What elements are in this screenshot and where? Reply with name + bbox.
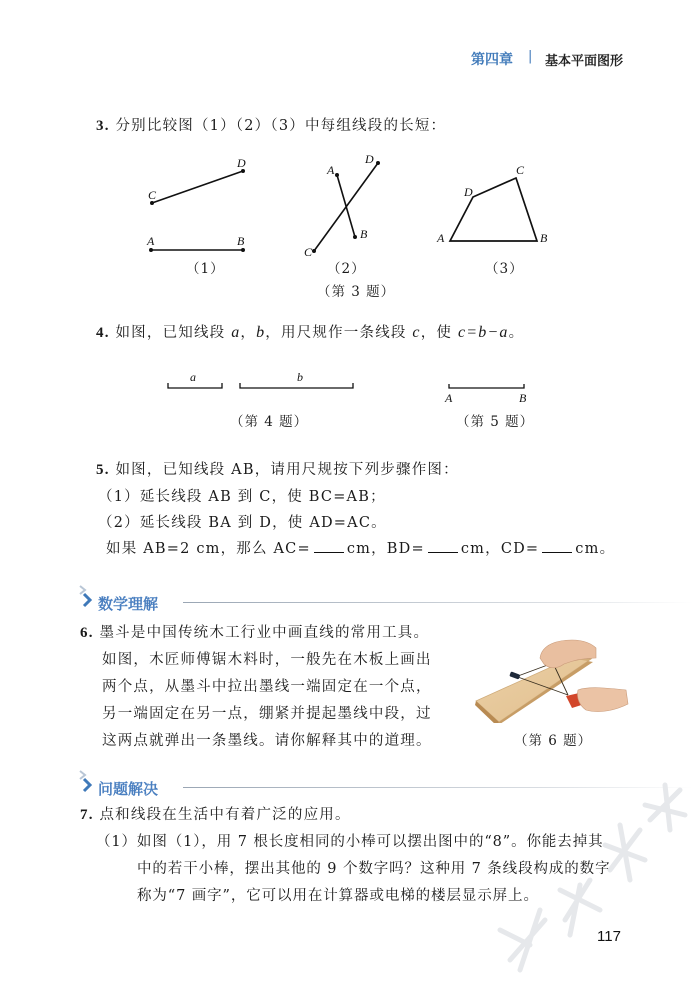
section-header-solving <box>78 770 696 800</box>
problem-text: 如图，已知线段 AB，请用尺规按下列步骤作图： <box>115 462 459 478</box>
punct: 。 <box>508 325 525 341</box>
figure-1 <box>146 156 246 252</box>
equation: c=b−a <box>457 324 509 341</box>
figure-caption-4: （第 4 题） <box>230 414 309 430</box>
chevron-right-icon <box>78 770 98 798</box>
figure-2-label: （2） <box>327 261 366 277</box>
problem-5-step-1: （1）延长线段 AB 到 C，使 BC=AB； <box>98 489 386 505</box>
problem-number: 7. <box>80 807 94 823</box>
point-label-C: C <box>148 188 157 202</box>
answer-blank-ac[interactable] <box>314 540 344 553</box>
chevron-right-icon <box>78 585 98 613</box>
segment-label-a: a <box>190 370 196 384</box>
point-label-D: D <box>365 152 374 166</box>
problem-4 <box>96 321 524 342</box>
answer-blank-bd[interactable] <box>428 540 458 553</box>
question-text: cm。 <box>575 541 616 557</box>
chapter-label: 第四章 <box>471 52 513 68</box>
segment-AB <box>444 384 527 405</box>
figure-3 <box>436 163 548 245</box>
problem-7-sub-1-line-3: 称为“7 画字”，它可以用在计算器或电梯的楼层显示屏上。 <box>137 888 539 904</box>
point-label-C: C <box>304 245 313 259</box>
problem-number: 6. <box>80 625 94 641</box>
var-c: c <box>412 324 421 341</box>
figure-3-label: （3） <box>485 261 524 277</box>
point-label-C: C <box>516 163 525 177</box>
problem-5-step-2: （2）延长线段 BA 到 D，使 AD=AC。 <box>98 515 387 531</box>
point-label-A: A <box>147 234 155 248</box>
segment-b <box>240 370 353 388</box>
question-text: cm，CD= <box>460 541 540 557</box>
problem-6-line-2: 如图，木匠师傅锯木料时，一般先在木板上画出 <box>102 652 432 668</box>
var-a: a <box>231 324 241 341</box>
problem-text: 如图，已知线段 <box>115 325 232 341</box>
figure-1-label: （1） <box>186 261 225 277</box>
section-header-understanding <box>78 585 696 615</box>
problem-number: 4. <box>96 325 110 341</box>
problem-7-sub-1-line-2: 中的若干小棒，摆出其他的 9 个数字吗？这种用 7 条线段构成的数字 <box>137 861 611 877</box>
answer-blank-cd[interactable] <box>542 540 572 553</box>
problem-5-question <box>106 537 615 558</box>
question-text: 如果 AB=2 cm，那么 AC= <box>106 541 311 557</box>
figure-caption-6: （第 6 题） <box>514 733 593 749</box>
problem-text: 分别比较图（1）（2）（3）中每组线段的长短： <box>115 118 447 134</box>
header-separator: | <box>528 49 533 64</box>
point-label-A: A <box>437 231 445 245</box>
question-text: cm，BD= <box>346 541 425 557</box>
point-label-B: B <box>519 391 527 405</box>
section-divider <box>183 787 693 788</box>
point-label-B: B <box>540 231 548 245</box>
problem-text: 墨斗是中国传统木工行业中画直线的常用工具。 <box>99 625 430 641</box>
problem-7-sub-1-line-1: （1）如图（1），用 7 根长度相同的小棒可以摆出图中的“8”。你能去掉其 <box>96 834 604 850</box>
point-label-D: D <box>464 185 473 199</box>
problem-6-line-3: 两个点，从墨斗中拉出墨线一端固定在一个点， <box>102 679 432 695</box>
punct: ， <box>240 325 257 341</box>
problem-text: 点和线段在生活中有着广泛的应用。 <box>99 807 351 823</box>
problem-4-5-figures <box>160 366 560 406</box>
problem-6-line-5: 这两点就弹出一条墨线。请你解释其中的道理。 <box>102 733 432 749</box>
segment-label-b: b <box>297 370 303 384</box>
page-number: 117 <box>597 928 621 945</box>
segment-a <box>168 370 222 388</box>
var-b: b <box>256 324 266 341</box>
problem-5 <box>96 458 459 479</box>
problem-number: 3. <box>96 118 110 134</box>
section-title: 数学理解 <box>98 595 159 613</box>
figure-caption: （第 3 题） <box>317 284 396 300</box>
problem-6-line-4: 另一端固定在另一点，绷紧并提起墨线中段，过 <box>102 706 432 722</box>
problem-text: ，使 <box>420 325 458 341</box>
problem-6-line-1 <box>80 621 429 642</box>
point-label-A: A <box>445 391 453 405</box>
problem-text: ，用尺规作一条线段 <box>265 325 413 341</box>
problem-number: 5. <box>96 462 110 478</box>
figure-2 <box>304 152 380 259</box>
section-title: 问题解决 <box>98 780 159 798</box>
section-divider <box>183 602 693 603</box>
chapter-title: 基本平面图形 <box>545 54 624 69</box>
point-label-B: B <box>237 234 245 248</box>
problem-3 <box>96 114 446 135</box>
point-label-D: D <box>237 156 246 170</box>
point-label-B: B <box>360 227 368 241</box>
figure-caption-5: （第 5 题） <box>456 414 535 430</box>
carpenter-ink-line-illustration <box>468 618 648 723</box>
point-label-A: A <box>327 163 335 177</box>
problem-7 <box>80 803 351 824</box>
